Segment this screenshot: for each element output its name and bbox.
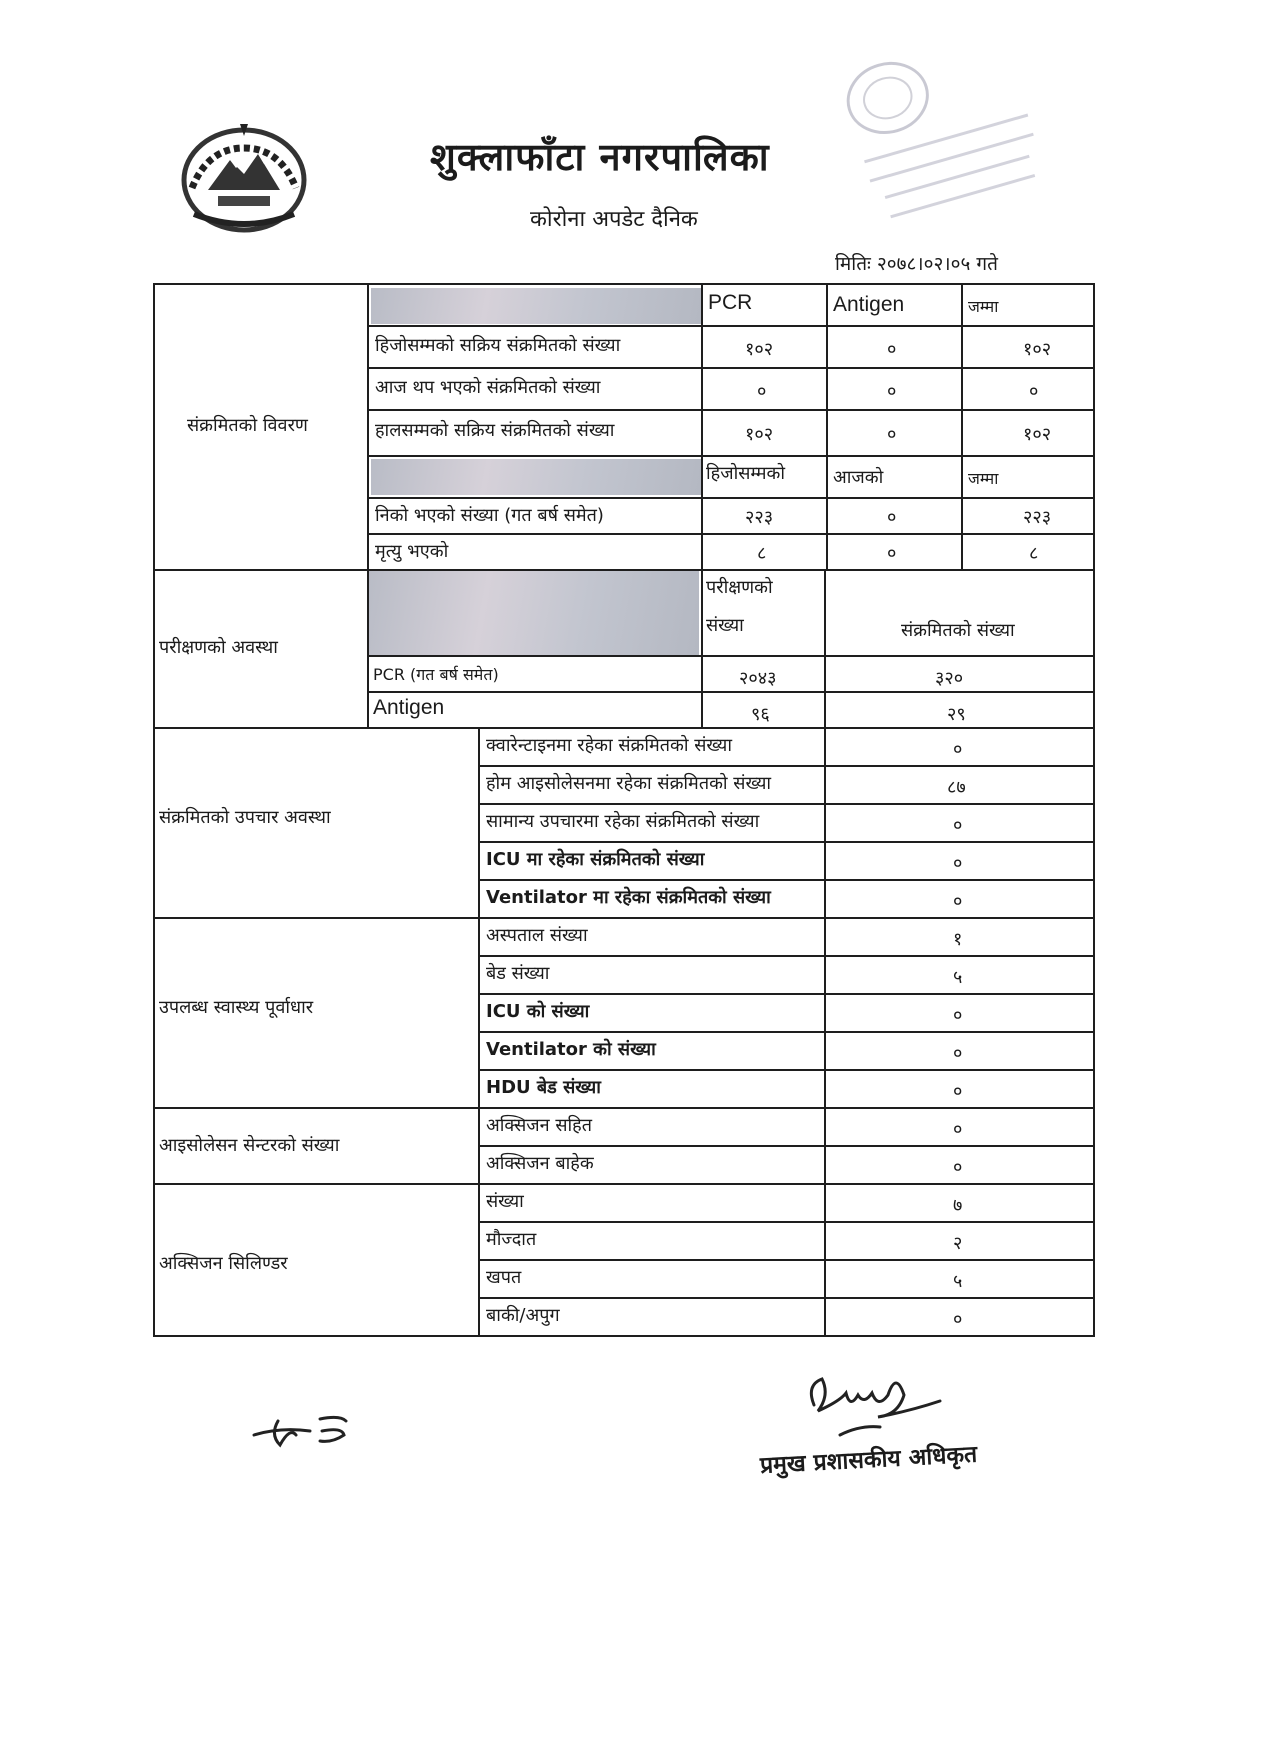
officer-designation: प्रमुख प्रशासकीय अधिकृत [759,1441,978,1479]
value-antigen-infected: २९ [947,704,966,725]
col-head-sum: जम्मा [968,469,999,488]
value-hospitals: १ [953,929,963,950]
col-head-today: आजको [833,467,884,488]
value-deaths-total: ८ [1029,543,1039,564]
value-recovered-total: २२३ [1023,507,1052,528]
municipality-title: शुक्लाफाँटा नगरपालिका [430,135,770,179]
value-recovered-today: ० [887,507,897,528]
covid-update-table [153,283,1095,1351]
section-label-treatment: संक्रमितको उपचार अवस्था [159,807,331,828]
row-label-current-active: हालसम्मको सक्रिय संक्रमितको संख्या [375,420,615,441]
value-cylinder-shortage: ० [953,1309,963,1330]
document-subtitle: कोरोना अपडेट दैनिक [530,207,698,232]
row-label-antigen-tests: Antigen [373,696,445,719]
row-label-cylinder-count: संख्या [486,1191,524,1212]
value-cylinder-consumption: ५ [953,1271,963,1292]
section-label-isolation-centers: आइसोलेसन सेन्टरको संख्या [159,1135,340,1156]
value-deaths-today: ० [887,543,897,564]
row-label-beds: बेड संख्या [486,963,550,984]
value-with-oxygen: ० [953,1119,963,1140]
value-current-pcr: १०२ [745,424,774,445]
value-quarantine: ० [953,739,963,760]
col-head-tests-line2: संख्या [706,615,744,636]
initials-signature [250,1405,390,1455]
value-today-total: ० [1029,381,1039,402]
row-label-ventilator-count: Ventilator को संख्या [486,1039,656,1060]
row-label-with-oxygen: अक्सिजन सहित [486,1115,592,1136]
value-general-treatment: ० [953,815,963,836]
value-current-antigen: ० [887,424,897,445]
value-ventilator-patients: ० [953,891,963,912]
value-cylinder-stock: २ [953,1233,963,1254]
value-today-antigen: ० [887,381,897,402]
row-label-cylinder-stock: मौज्दात [486,1229,537,1250]
row-label-cylinder-consumption: खपत [486,1267,522,1288]
row-label-quarantine: क्वारेन्टाइनमा रहेका संक्रमितको संख्या [486,735,733,756]
value-ventilator-count: ० [953,1043,963,1064]
col-head-tests-line1: परीक्षणको [706,577,773,598]
section-label-oxygen-cylinders: अक्सिजन सिलिण्डर [159,1253,288,1274]
row-label-hospitals: अस्पताल संख्या [486,925,588,946]
row-label-ventilator-patients: Ventilator मा रहेका संक्रमितको संख्या [486,887,771,908]
col-head-infected-count: संक्रमितको संख्या [901,620,1015,641]
row-label-home-isolation: होम आइसोलेसनमा रहेका संक्रमितको संख्या [486,773,772,794]
value-pcr-infected: ३२० [935,668,964,689]
value-antigen-tests: ९६ [751,704,770,725]
col-head-total: जम्मा [968,297,999,316]
value-recovered-yesterday: २२३ [745,507,774,528]
section-label-testing: परीक्षणको अवस्था [159,637,278,658]
row-label-recovered: निको भएको संख्या (गत बर्ष समेत) [375,505,604,526]
value-pcr-tests: २०४३ [739,668,777,689]
row-label-today-new: आज थप भएको संक्रमितको संख्या [375,377,601,398]
report-date: मितिः २०७८।०२।०५ गते [835,253,998,275]
value-current-total: १०२ [1023,424,1052,445]
row-label-cylinder-shortage: बाकी/अपुग [486,1305,560,1326]
col-head-antigen: Antigen [833,293,905,316]
office-stamp [840,40,1040,225]
row-label-deaths: मृत्यु भएको [375,541,449,562]
value-today-pcr: ० [757,381,767,402]
row-label-without-oxygen: अक्सिजन बाहेक [486,1153,594,1174]
section-label-infrastructure: उपलब्ध स्वास्थ्य पूर्वाधार [159,997,314,1018]
value-icu-count: ० [953,1005,963,1026]
col-head-till-yesterday: हिजोसम्मको [706,463,786,484]
col-head-pcr: PCR [708,291,753,314]
value-cylinder-count: ७ [953,1195,963,1216]
value-home-isolation: ८७ [947,777,966,798]
value-beds: ५ [953,967,963,988]
section-label-infected: संक्रमितको विवरण [187,415,308,436]
row-label-icu-count: ICU को संख्या [486,1001,590,1022]
row-label-pcr-tests: PCR (गत बर्ष समेत) [373,665,499,684]
value-yesterday-total: १०२ [1023,339,1052,360]
row-label-yesterday-active: हिजोसम्मको सक्रिय संक्रमितको संख्या [375,335,621,356]
value-yesterday-pcr: १०२ [745,339,774,360]
row-label-general-treatment: सामान्य उपचारमा रहेका संक्रमितको संख्या [486,811,760,832]
value-yesterday-antigen: ० [887,339,897,360]
value-icu-patients: ० [953,853,963,874]
row-label-icu-patients: ICU मा रहेका संक्रमितको संख्या [486,849,705,870]
nepal-emblem-icon [178,118,310,236]
value-hdu-beds: ० [953,1081,963,1102]
value-without-oxygen: ० [953,1157,963,1178]
value-deaths-yesterday: ८ [757,543,767,564]
row-label-hdu-beds: HDU बेड संख्या [486,1077,601,1098]
